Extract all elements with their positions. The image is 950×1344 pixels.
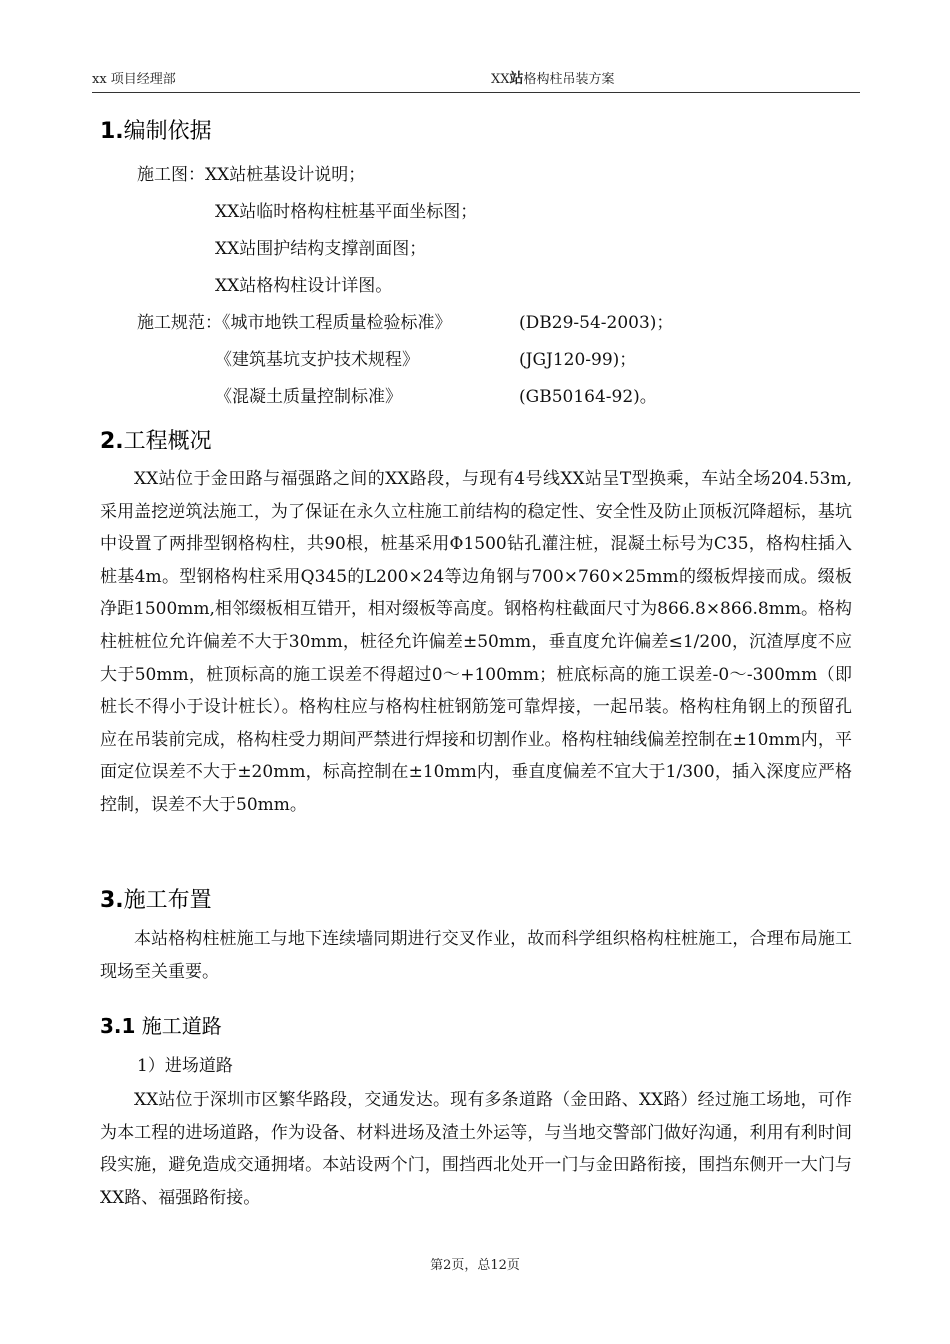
section-3-body: 本站格构柱桩施工与地下连续墙同期进行交叉作业，故而科学组织格构柱桩施工，合理布局施工现场至关重要。 xyxy=(100,929,852,982)
section-2-body: XX站位于金田路与福强路之间的XX路段，与现有4号线XX站呈T型换乘，车站全场204.53m,采用盖挖逆筑法施工，为了保证在永久立柱施工前结构的稳定性、安全性及防止顶板沉降超标，基坑中设置了两排型钢格构柱，共90根，桩基采用Φ1500钻孔灌注桩，混凝土标号为C35，格构柱插入桩基4m。型钢格构柱采用Q345的L200×24等边角钢与700×760×25mm的缀板焊接而成。缀板净距1500mm,相邻缀板相互错开，相对缀板等高度。钢格构柱截面尺寸为866.8×866.8mm。格构柱桩桩位允许偏差不大于30mm，桩径允许偏差±50mm，垂直度允许偏差≤1/200，沉渣厚度不应大于50mm，桩顶标高的施工误差不得超过0～+100mm；桩底标高的施工误差-0～-300mm（即桩长不得小于设计桩长）。格构柱应与格构柱桩钢筋笼可靠焊接，一起吊装。格构柱角钢上的预留孔应在吊装前完成，格构柱受力期间严禁进行焊接和切割作业。格构柱轴线偏差控制在±10mm内，平面定位误差不大于±20mm，标高控制在±10mm内，垂直度偏差不宜大于1/300，插入深度应严格控制，误差不大于50mm。 xyxy=(100,469,852,815)
header-left: xx 项目经理部 xyxy=(92,72,176,87)
section-2-number: 2. xyxy=(100,429,124,454)
section-1-number: 1. xyxy=(100,119,124,144)
section-1-heading xyxy=(100,114,212,145)
section-2-heading xyxy=(100,424,212,455)
section-3-1-heading xyxy=(100,1010,222,1039)
code-ref: (JGJ120-99)； xyxy=(519,350,637,370)
page-footer: 第2页，总12页 xyxy=(430,1258,520,1273)
section-2-title: 工程概况 xyxy=(123,429,212,454)
header-right-prefix: XX xyxy=(491,72,510,87)
codes-line-1 xyxy=(137,308,452,333)
section-3-number: 3. xyxy=(100,888,124,913)
drawings-line-1 xyxy=(137,160,365,185)
header-right xyxy=(491,68,615,88)
drawing-item: XX站桩基设计说明； xyxy=(205,165,366,185)
section-3-1-title: 施工道路 xyxy=(141,1014,222,1038)
codes-label: 施工规范： xyxy=(137,313,222,333)
code-ref: (DB29-54-2003)； xyxy=(519,313,674,333)
section-3-title: 施工布置 xyxy=(123,888,212,913)
section-3-heading xyxy=(100,883,212,914)
drawings-label: 施工图： xyxy=(137,165,205,185)
header-right-bold: 站 xyxy=(509,71,524,87)
section-1-title: 编制依据 xyxy=(123,119,212,144)
code-name: 《建筑基坑支护技术规程》 xyxy=(215,350,419,370)
header-rule xyxy=(92,92,860,93)
code-name: 《城市地铁工程质量检验标准》 xyxy=(222,313,452,333)
code-name: 《混凝土质量控制标准》 xyxy=(215,387,402,407)
drawing-item: XX站围护结构支撑剖面图； xyxy=(215,239,427,259)
section-3-1-number: 3.1 xyxy=(100,1014,136,1038)
drawing-item: XX站格构柱设计详图。 xyxy=(215,276,393,296)
section-3-1-body: XX站位于深圳市区繁华路段，交通发达。现有多条道路（金田路、XX路）经过施工场地，可作为本工程的进场道路，作为设备、材料进场及渣土外运等，与当地交警部门做好沟通，利用有利时间段实施，避免造成交通拥堵。本站设两个门，围挡西北处开一门与金田路衔接，围挡东侧开一大门与XX路、福强路衔接。 xyxy=(100,1090,852,1208)
subsection-item: 1）进场道路 xyxy=(137,1056,233,1076)
header-right-suffix: 格构柱吊装方案 xyxy=(523,72,615,87)
drawing-item: XX站临时格构柱桩基平面坐标图； xyxy=(215,202,478,222)
code-ref: (GB50164-92)。 xyxy=(519,387,657,407)
